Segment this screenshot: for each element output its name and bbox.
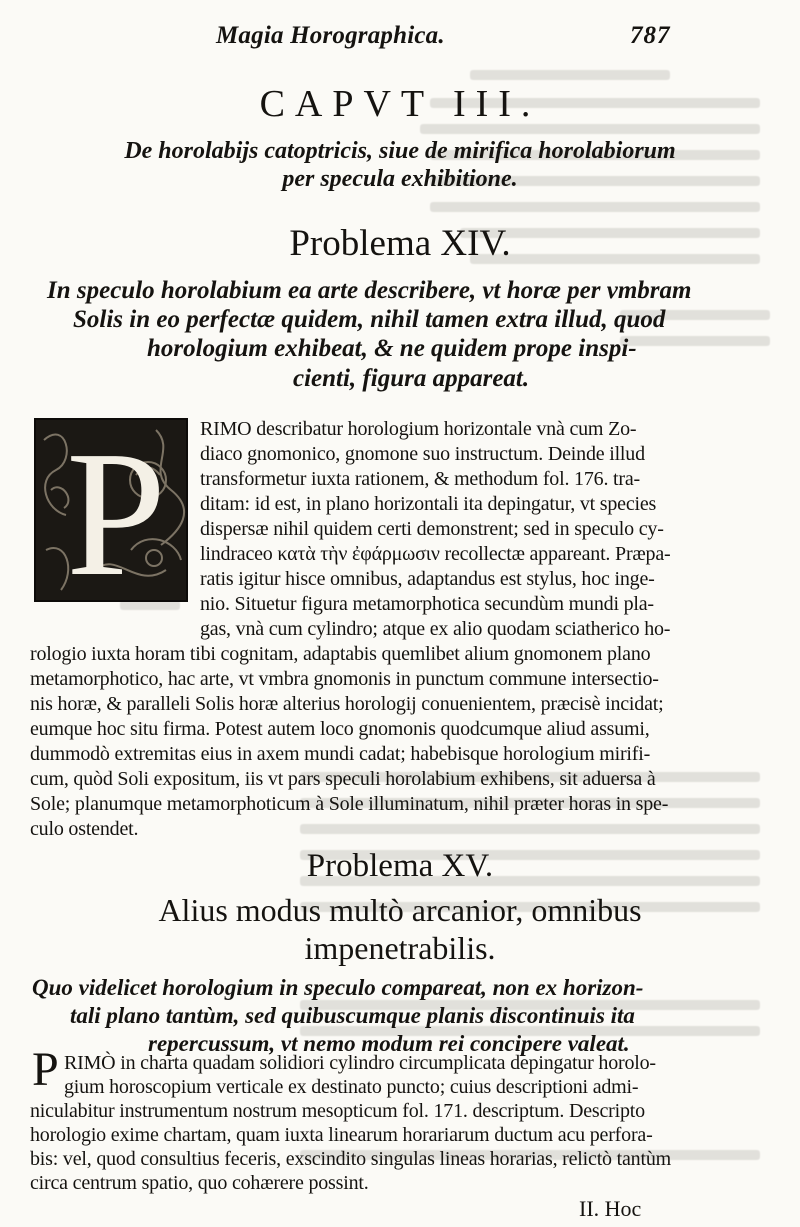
body-line: dummodò extremitas eius in axem mundi cadat; habebisque horologium mirifi- <box>30 743 651 765</box>
chapter-title: CAPVT III. <box>259 83 541 125</box>
body-line: niculabitur instrumentum nostrum mesopticum fol. 171. descriptum. Descripto <box>30 1100 645 1122</box>
body-line: ratis igitur hisce omnibus, adaptandus est stylus, hoc inge- <box>200 568 655 590</box>
catchword: II. Hoc <box>579 1196 642 1221</box>
page-number: 787 <box>630 22 671 49</box>
decorative-initial <box>34 418 188 602</box>
problem-xv-alt-heading: Alius modus multò arcanior, omnibus <box>158 892 642 928</box>
body-line: ditam: id est, in plano horizontali ita depingatur, vt species <box>200 493 657 515</box>
problem-xiv-title: Problema XIV. <box>289 223 511 264</box>
problem-xiv-statement-line: Solis in eo perfectæ quidem, nihil tamen extra illud, quod <box>73 306 666 333</box>
problem-xiv-statement-line: cienti, figura appareat. <box>293 365 530 392</box>
small-initial: P <box>32 1043 59 1096</box>
problem-xv-statement-line: tali plano tantùm, sed quibuscumque planis discontinuis ita <box>70 1003 635 1028</box>
body-line: Sole; planumque metamorphoticum à Sole illuminatum, nihil præter horas in spe- <box>30 793 669 815</box>
body-line: nis horæ, & paralleli Solis horæ alterius horologij conuenientem, præcisè incidat; <box>30 693 664 715</box>
body-line: diaco gnomonico, gnomone suo instructum. Deinde illud <box>200 443 645 465</box>
problem-xiv-statement-line: In speculo horolabium ea arte describere, vt horæ per vmbram <box>47 277 692 304</box>
problem-xv-alt-heading: impenetrabilis. <box>304 930 496 966</box>
body-line: lindraceo κατὰ τὴν ἐφάρμωσιν recollectæ appareant. Præpa- <box>200 543 671 565</box>
body-line: dispersæ nihil quidem certi demonstrent; sed in speculo cy- <box>200 518 664 540</box>
chapter-subtitle-line: De horolabijs catoptricis, siue de mirifica horolabiorum <box>124 138 676 164</box>
problem-xv-statement-line: Quo videlicet horologium in speculo compareat, non ex horizon- <box>32 975 644 1000</box>
body-line: eumque hoc situ firma. Potest autem loco gnomonis quodcumque aliud assumi, <box>30 718 650 740</box>
problem-xv-statement-line: repercussum, vt nemo modum rei concipere valeat. <box>148 1031 630 1056</box>
body-line: RIMÒ in charta quadam solidiori cylindro circumplicata depingatur horolo- <box>64 1052 656 1074</box>
initial-letter: P <box>66 418 167 602</box>
problem-xv-title: Problema XV. <box>306 848 494 884</box>
body-line: gium horoscopium verticale ex destinato puncto; cuius descriptioni admi- <box>64 1076 639 1098</box>
body-line: rologio iuxta horam tibi cognitam, adaptabis quemlibet alium gnomonem plano <box>30 643 651 665</box>
body-line: metamorphotico, hac arte, vt vmbra gnomonis in punctum commune intersectio- <box>30 668 659 690</box>
body-line: transformetur iuxta rationem, & methodum fol. 176. tra- <box>200 468 640 490</box>
body-line: nio. Situetur figura metamorphotica secundùm mundi pla- <box>200 593 654 615</box>
running-head: Magia Horographica. <box>216 22 445 49</box>
body-line: gas, vnà cum cylindro; atque ex alio quodam sciatherico ho- <box>200 618 671 640</box>
problem-xiv-statement-line: horologium exhibeat, & ne quidem prope inspi- <box>147 335 637 362</box>
body-line: culo ostendet. <box>30 818 139 840</box>
body-line: bis: vel, quod consultius feceris, exscindito singulas lineas horarias, relictò tantùm <box>30 1148 671 1170</box>
body-line: RIMO describatur horologium horizontale vnà cum Zo- <box>200 418 637 440</box>
body-line: cum, quòd Soli expositum, iis vt pars speculi horolabium exhibens, sit aduersa à <box>30 768 656 790</box>
chapter-subtitle-line: per specula exhibitione. <box>282 166 518 192</box>
body-line: horologio exime chartam, quam iuxta linearum horariarum ductum acu perfora- <box>30 1124 653 1146</box>
body-line: circa centrum spatio, quo cohærere possint. <box>30 1172 369 1194</box>
